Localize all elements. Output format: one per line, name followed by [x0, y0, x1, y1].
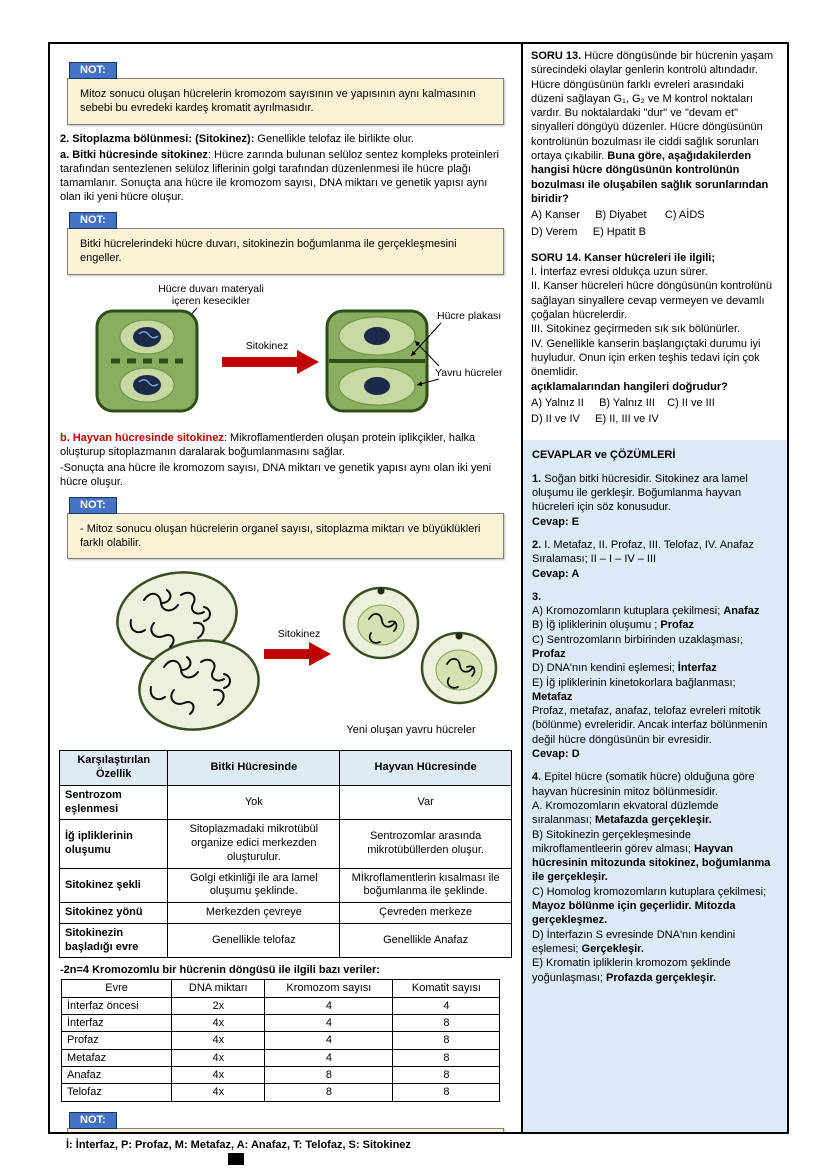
- comparison-table: [59, 750, 512, 958]
- answer-1: [532, 472, 778, 515]
- section-2-heading: [60, 132, 511, 146]
- answer-2: [532, 538, 778, 552]
- left-column: [50, 44, 523, 1132]
- text-segment: Profazda gerçekleşir.: [605, 971, 717, 984]
- text-segment: D) DNA'nın kendini eşlemesi;: [532, 662, 678, 675]
- page-mark: [228, 1153, 244, 1165]
- note-box-2: [67, 212, 504, 275]
- note-label: NOT:: [69, 497, 117, 514]
- question-14-item: IV. Genellikle kanserin başlangıçtaki durumu iyi huyludur. Onun için erken teşhis tedavi için çok önemlidir.: [531, 337, 761, 379]
- question-14-item: III. Sitokinez geçirmeden sık sık bölünürler.: [531, 323, 741, 336]
- midbody-dot: [456, 633, 463, 640]
- table-cell: 2x: [172, 997, 265, 1014]
- table-cell: Sitokinez şekli: [60, 868, 168, 903]
- question-14-question: [531, 380, 779, 394]
- text-segment: E) İğ ipliklerinin kinetokorlara bağlanması;: [532, 676, 736, 689]
- vesicles-label: Hücre duvarı materyali: [158, 282, 264, 295]
- daughter-cells-label: Yavru hücreler: [435, 366, 503, 379]
- table-cell: Merkezden çevreye: [168, 903, 340, 924]
- table-cell: 4: [265, 1015, 393, 1032]
- table-cell: Var: [340, 785, 512, 820]
- answers-header: CEVAPLAR ve ÇÖZÜMLERİ: [532, 449, 676, 462]
- answer-3-line: [532, 676, 778, 705]
- table-cell: Profaz: [62, 1032, 172, 1049]
- table-cell: Metafaz: [62, 1049, 172, 1066]
- text-segment: SORU 14. Kanser hücreleri ile ilgili;: [531, 251, 716, 264]
- answer-3-line: [532, 618, 778, 632]
- answer-3-line: [532, 604, 778, 618]
- text-segment: 1.: [532, 472, 542, 485]
- note-label: NOT:: [69, 62, 117, 79]
- table-cell: Golgi etkinliği ile ara lamel oluşumu şeklinde.: [168, 868, 340, 903]
- text-segment: Metafaz: [532, 690, 573, 703]
- plant-cytokinesis-diagram: [59, 281, 514, 421]
- text-segment: Soğan bitki hücresidir. Sitokinez ara lamel oluşumu ile gerkleşir. Boğumlanma hayvan hücreleri için söz konusudur.: [532, 472, 748, 514]
- table-row: [62, 1015, 500, 1032]
- text-segment: : Hücre zarında bulunan selüloz sentez kompleks proteinleri tarafından sentezlenen selüloz liflerinin golgi tarafından düzenlenmesi ile hücre plağı tamamlanır. Sonuçta ana hücre ile kromozom sayısı, DNA miktarı ve genetik yapısı aynı olan iki yeni hücre oluşur.: [60, 148, 499, 203]
- text-segment: Epitel hücre (somatik hücre) olduğuna göre hayvan hücresinin mitoz bölünmesidir.: [532, 771, 755, 798]
- table-row: [60, 903, 512, 924]
- right-column: [523, 44, 787, 1132]
- answer-2-order: Sıralaması; II – I – IV – III: [532, 553, 657, 566]
- phase-abbreviations-footer: İ: İnterfaz, P: Profaz, M: Metafaz, A: Anafaz, T: Telofaz, S: Sitokinez: [66, 1139, 411, 1151]
- table-cell: 4: [265, 997, 393, 1014]
- sitokinez-label: Sitokinez: [277, 628, 321, 641]
- note-label: NOT:: [69, 212, 117, 229]
- text-segment: 4.: [532, 771, 542, 784]
- table-cell: Sentrozomlar arasında mikrotübüllerden oluşur.: [340, 820, 512, 868]
- table-row: [60, 785, 512, 820]
- vesicles-label: içeren kesecikler: [171, 294, 251, 307]
- dividing-animal-cell: [110, 565, 265, 739]
- column-header: Karşılaştırılan Özellik: [60, 751, 168, 786]
- table-row: [62, 1066, 500, 1083]
- question-13-options-row-2: D) Verem E) Hpatit B: [531, 225, 646, 238]
- column-header: Bitki Hücresinde: [168, 751, 340, 786]
- column-header: Evre: [62, 980, 172, 997]
- text-segment: Gerçekleşir.: [581, 942, 644, 955]
- answers-section: [523, 440, 787, 1132]
- note-text: Mitoz sonucu oluşan hücrelerin kromozom sayısının ve yapısının aynı kalmasının sebebi bu evredeki kardeş kromatit ayrılmasıdır.: [67, 78, 504, 125]
- table-row: [60, 868, 512, 903]
- table-cell: Genellikle telofaz: [168, 923, 340, 958]
- answer-4: [532, 770, 778, 799]
- table-cell: Anafaz: [62, 1066, 172, 1083]
- text-segment: Hayvan hücresinin mitozunda sitokinez, boğumlanma ile gerçekleşir.: [532, 842, 771, 884]
- text-segment: 2. Sitoplazma bölünmesi: (Sitokinez):: [60, 132, 255, 145]
- table-cell: 4x: [172, 1084, 265, 1101]
- daughter-cell-2: [422, 633, 496, 704]
- answer-3-result: Cevap: D: [532, 748, 580, 761]
- header-row: [60, 751, 512, 786]
- text-segment: İnterfaz: [677, 662, 717, 675]
- section-2b-text: [60, 431, 511, 459]
- divided-plant-cell: [327, 311, 427, 411]
- cell-cycle-table: [61, 979, 500, 1101]
- answer-4-line: [532, 885, 778, 928]
- answer-3-line: [532, 633, 778, 662]
- column-header: Hayvan Hücresinde: [340, 751, 512, 786]
- table-cell: 4: [393, 997, 500, 1014]
- animal-cytokinesis-figure: [59, 565, 512, 744]
- question-14-options-row-1: A) Yalnız II B) Yalnız III C) II ve III: [531, 396, 715, 409]
- text-segment: A. Kromozomların ekvatoral düzlemde sıralanması;: [532, 799, 719, 827]
- plant-cytokinesis-figure: [59, 281, 512, 424]
- table-cell: İğ ipliklerinin oluşumu: [60, 820, 168, 868]
- sitokinez-arrow: [264, 642, 331, 666]
- question-14-title: [531, 251, 779, 265]
- table-cell: Sitokinez yönü: [60, 903, 168, 924]
- text-segment: : Mikroflamentlerden oluşan protein iplikçikler, halka oluşturup sitoplazmanın daralarak boğumlanmasını sağlar.: [60, 431, 476, 458]
- answer-4-line: [532, 928, 778, 957]
- cycle-data-intro: -2n=4 Kromozomlu bir hücrenin döngüsü ile ilgili bazı veriler:: [60, 964, 380, 977]
- text-segment: Metafazda gerçekleşir.: [594, 814, 712, 827]
- question-14: [531, 251, 779, 427]
- table-cell: 8: [265, 1066, 393, 1083]
- table-row: [62, 1084, 500, 1101]
- note-text: [67, 1128, 504, 1132]
- section-2b-result: -Sonuçta ana hücre ile kromozom sayısı, DNA miktarı ve genetik yapısı aynı olan iki yeni hücre oluşur.: [60, 461, 492, 488]
- text-segment: D) İnterfazın S evresinde DNA'nın kendini eşlemesi;: [532, 928, 736, 955]
- table-cell: Sentrozom eşlenmesi: [60, 785, 168, 820]
- text-segment: Mayoz bölünme için geçerlidir. Mitozda gerçekleşmez.: [532, 900, 736, 927]
- question-14-options-row-2: D) II ve IV E) II, III ve IV: [531, 413, 659, 426]
- note-box-4: [67, 1112, 504, 1132]
- column-header: DNA miktarı: [172, 980, 265, 997]
- note-label: NOT:: [69, 1112, 117, 1129]
- text-segment: b. Hayvan hücresinde sitokinez: [60, 431, 224, 444]
- table-row: [60, 923, 512, 958]
- answer-4-line: [532, 799, 778, 828]
- column-header: Kromozom sayısı: [265, 980, 393, 997]
- text-segment: I. Metafaz, II. Profaz, III. Telofaz, IV. Anafaz: [541, 538, 754, 551]
- text-segment: Profaz: [660, 619, 695, 632]
- text-segment: B) Sitokinezin gerçekleşmesinde mikroflamentleerin görev alması;: [532, 828, 695, 855]
- table-cell: 4: [265, 1049, 393, 1066]
- table-cell: 8: [393, 1032, 500, 1049]
- answer-1-result: Cevap: E: [532, 515, 580, 528]
- table-cell: Mİkroflamentlerin kısalması ile boğumlanma ile şeklinde.: [340, 868, 512, 903]
- table-cell: İnterfaz: [62, 1015, 172, 1032]
- document-frame: [48, 42, 789, 1134]
- answer-4-line: [532, 828, 778, 885]
- table-cell: Sitokinezin başladığı evre: [60, 923, 168, 958]
- text-segment: Genellikle telofaz ile birlikte olur.: [254, 132, 414, 145]
- table-cell: 8: [265, 1084, 393, 1101]
- table-cell: 8: [393, 1084, 500, 1101]
- text-segment: SORU 13.: [531, 50, 582, 62]
- table-row: [60, 820, 512, 868]
- dividing-plant-cell: [97, 311, 197, 411]
- question-13-options-row-1: A) Kanser B) Diyabet C) AİDS: [531, 209, 705, 222]
- sitokinez-label: Sitokinez: [245, 339, 289, 352]
- cell-plate-label: Hücre plakası: [437, 309, 502, 322]
- table-row: [62, 997, 500, 1014]
- table-cell: 4x: [172, 1032, 265, 1049]
- answer-4-line: [532, 956, 778, 985]
- table-cell: 4x: [172, 1049, 265, 1066]
- text-segment: C) Sentrozomların birbirinden uzaklaşması;: [532, 633, 743, 646]
- table-cell: 4: [265, 1032, 393, 1049]
- midbody-dot: [378, 588, 385, 595]
- question-14-item: II. Kanser hücreleri hücre döngüsünün kontrolünü sağlayan sinyallere cevap vermeyen ve devamlı çoğalan hücrelerdir.: [531, 280, 772, 322]
- text-segment: Buna göre, aşağıdakilerden hangisi hücre döngüsünün kontrolünün bozulması ile oluşabilen sağlık sorunlarından biridir?: [531, 150, 769, 205]
- text-segment: açıklamalarından hangileri doğrudur?: [531, 380, 728, 393]
- text-segment: Hücre döngüsünde bir hücrenin yaşam sürecindeki olaylar genlerin kontrolü altındadır. Hücre döngüsünün farklı evreleri arasındaki düzeni sağlayan G₁, G₂ ve M kontrol noktaları vardır. Bu noktalardaki "dur" ve "devam et" sinyalleri döngüyü düzenler. Hücre döngüsünün kontrolünün bozulması ile ciddi sağlık sorunları ortaya çıkabilir.: [531, 50, 774, 163]
- note-box-1: [67, 62, 504, 125]
- text-segment: A) Kromozomların kutuplara çekilmesi;: [532, 605, 724, 618]
- table-cell: 8: [393, 1066, 500, 1083]
- daughter-cells-caption: Yeni oluşan yavru hücreler: [346, 724, 476, 737]
- table-cell: Genellikle Anafaz: [340, 923, 512, 958]
- question-14-item: I. İnterfaz evresi oldukça uzun sürer.: [531, 266, 708, 279]
- text-segment: Anafaz: [723, 605, 760, 618]
- table-cell: 8: [393, 1049, 500, 1066]
- table-row: [62, 1049, 500, 1066]
- text-segment: B) İğ ipliklerinin oluşumu ;: [532, 619, 661, 632]
- note-box-3: [67, 497, 504, 560]
- header-row: [62, 980, 500, 997]
- column-header: Komatit sayısı: [393, 980, 500, 997]
- daughter-cell-1: [344, 588, 418, 659]
- answer-2-result: Cevap: A: [532, 567, 580, 580]
- text-segment: C) Homolog kromozomların kutuplara çekilmesi;: [532, 885, 767, 898]
- question-13: [531, 49, 779, 239]
- note-text: - Mitoz sonucu oluşan hücrelerin organel sayısı, sitoplazma miktarı ve büyüklükleri farklı olabilir.: [67, 513, 504, 560]
- text-segment: a. Bitki hücresinde sitokinez: [60, 148, 208, 161]
- text-segment: E) Kromatin ipliklerin kromozom şeklinde yoğunlaşması;: [532, 957, 731, 984]
- text-segment: 2.: [532, 538, 542, 551]
- table-cell: 4x: [172, 1015, 265, 1032]
- answer-3-number: 3.: [532, 590, 542, 603]
- table-cell: 8: [393, 1015, 500, 1032]
- table-cell: Sitoplazmadaki mikrotübül organize edici merkezden oluşturulur.: [168, 820, 340, 868]
- animal-cytokinesis-diagram: [59, 565, 514, 741]
- sitokinez-arrow: [222, 350, 319, 374]
- table-cell: 4x: [172, 1066, 265, 1083]
- table-row: [62, 1032, 500, 1049]
- table-cell: Çevreden merkeze: [340, 903, 512, 924]
- table-cell: İnterfaz öncesi: [62, 997, 172, 1014]
- table-cell: Telofaz: [62, 1084, 172, 1101]
- section-2a-text: [60, 148, 511, 204]
- answer-3-line: [532, 661, 778, 675]
- note-text: Bitki hücrelerindeki hücre duvarı, sitokinezin boğumlanma ile gerçekleşmesini engeller.: [67, 228, 504, 275]
- table-cell: Yok: [168, 785, 340, 820]
- text-segment: Profaz: [532, 647, 566, 660]
- question-13-text: [531, 49, 779, 206]
- answer-3-note: Profaz, metafaz, anafaz, telofaz evreleri mitotik (bölünme) evreleridir. Ancak interfaz bölünmenin değil hücre döngüsünün bir evresidir.: [532, 705, 768, 746]
